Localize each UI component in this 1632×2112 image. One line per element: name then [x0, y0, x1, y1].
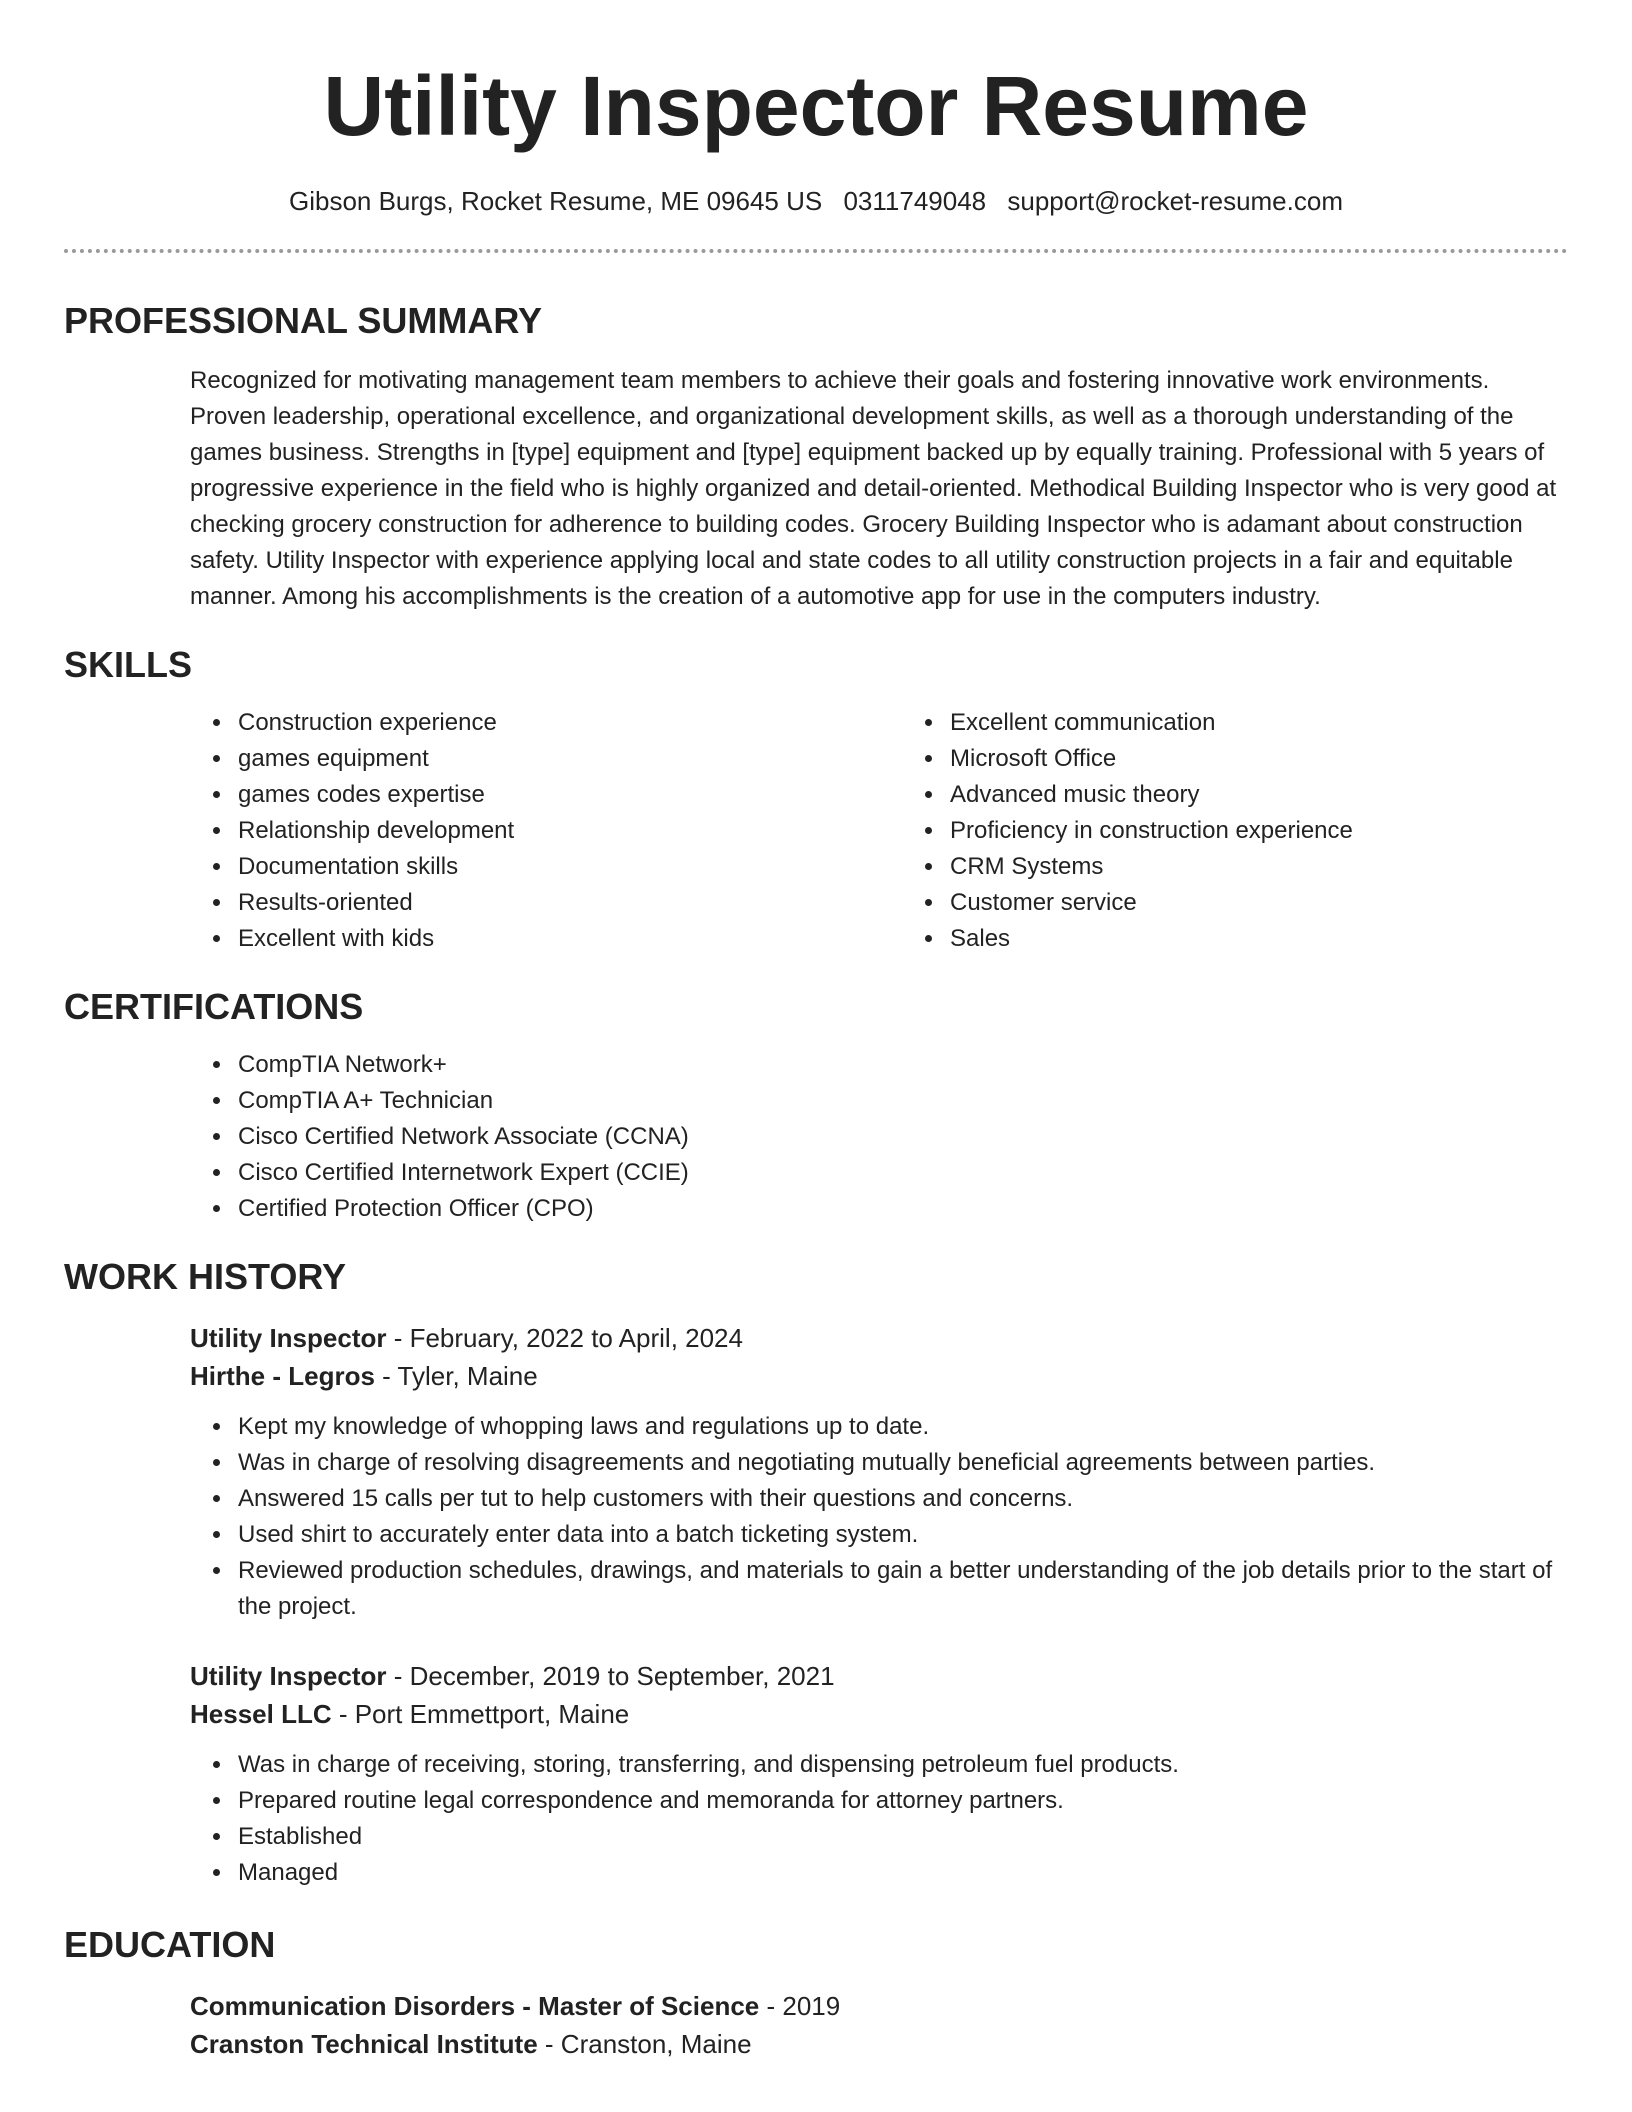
skill-item: • Excellent with kids — [234, 921, 913, 957]
education-degree: Communication Disorders - Master of Science — [190, 1991, 760, 2021]
summary-heading: PROFESSIONAL SUMMARY — [64, 300, 543, 341]
job-bullet: • Reviewed production schedules, drawings, and materials to gain a better understanding of the job details prior to the start of the project. — [234, 1553, 1568, 1625]
skill-item: • Relationship development — [234, 813, 913, 849]
job-bullet: • Prepared routine legal correspondence and memoranda for attorney partners. — [234, 1783, 1568, 1819]
skill-item: • Construction experience — [234, 705, 913, 741]
skill-item: • Proficiency in construction experience — [946, 813, 1568, 849]
summary-text: Recognized for motivating management team members to achieve their goals and fostering innovative work environments. Proven leadership, operational excellence, and organizational development skills, as well as a thorough understanding of the games business. Strengths in [type] equipment and [type] equipment backed up by equally training. Professional with 5 years of progressive experience in the field who is highly organized and detail-oriented. Methodical Building Inspector who is very good at checking grocery construction for adherence to building codes. Grocery Building Inspector who is adamant about construction safety. Utility Inspector with experience applying local and state codes to all utility construction projects in a fair and equitable manner. Among his accomplishments is the creation of a automotive app for use in the computers industry. — [190, 367, 1557, 610]
job-title-line — [190, 1657, 1568, 1695]
job-entry — [64, 1657, 1568, 1891]
job-company-line — [190, 1695, 1568, 1733]
skill-item: • games codes expertise — [234, 777, 913, 813]
job-bullet: • Answered 15 calls per tut to help customers with their questions and concerns. — [234, 1481, 1568, 1517]
certifications-list — [64, 1047, 1568, 1227]
skills-heading: SKILLS — [64, 644, 193, 685]
job-entry — [64, 1319, 1568, 1625]
contact-phone: 0311749048 — [843, 186, 987, 216]
work-history-section — [64, 1255, 1568, 1891]
contact-line — [64, 184, 1568, 218]
education-location: - Cranston, Maine — [537, 2029, 752, 2059]
skills-column-right — [913, 705, 1568, 957]
job-company-line — [190, 1357, 1568, 1395]
skill-item: • games equipment — [234, 741, 913, 777]
certification-item: • Certified Protection Officer (CPO) — [234, 1191, 1568, 1227]
job-location: - Tyler, Maine — [374, 1361, 538, 1391]
skill-item: • Customer service — [946, 885, 1568, 921]
skill-item: • Excellent communication — [946, 705, 1568, 741]
education-section — [64, 1923, 1568, 2063]
job-bullets — [64, 1409, 1568, 1625]
job-location: - Port Emmettport, Maine — [331, 1699, 630, 1729]
job-bullet: • Was in charge of resolving disagreements and negotiating mutually beneficial agreements between parties. — [234, 1445, 1568, 1481]
education-school: Cranston Technical Institute — [190, 2029, 538, 2059]
education-school-line — [190, 2025, 1568, 2063]
contact-email: support@rocket-resume.com — [1007, 186, 1343, 216]
skills-column-left — [64, 705, 913, 957]
skill-item: • Advanced music theory — [946, 777, 1568, 813]
certification-item: • CompTIA Network+ — [234, 1047, 1568, 1083]
job-dates: - December, 2019 to September, 2021 — [386, 1661, 835, 1691]
education-entry — [64, 1987, 1568, 2063]
job-title: Utility Inspector — [190, 1323, 387, 1353]
job-bullet: • Used shirt to accurately enter data into a batch ticketing system. — [234, 1517, 1568, 1553]
skills-section — [64, 643, 1568, 957]
summary-section — [64, 299, 1568, 615]
certifications-section — [64, 985, 1568, 1227]
job-bullet: • Established — [234, 1819, 1568, 1855]
certification-item: • Cisco Certified Network Associate (CCNA) — [234, 1119, 1568, 1155]
job-company: Hirthe - Legros — [190, 1361, 375, 1391]
skill-item: • Microsoft Office — [946, 741, 1568, 777]
contact-address: Gibson Burgs, Rocket Resume, ME 09645 US — [288, 186, 823, 216]
skill-item: • Sales — [946, 921, 1568, 957]
job-title: Utility Inspector — [190, 1661, 387, 1691]
job-title-line — [190, 1319, 1568, 1357]
skill-item: • CRM Systems — [946, 849, 1568, 885]
job-dates: - February, 2022 to April, 2024 — [386, 1323, 743, 1353]
certification-item: • Cisco Certified Internetwork Expert (CCIE) — [234, 1155, 1568, 1191]
skills-grid — [64, 705, 1568, 957]
skill-item: • Results-oriented — [234, 885, 913, 921]
skills-list-right — [913, 705, 1568, 957]
job-bullet: • Was in charge of receiving, storing, transferring, and dispensing petroleum fuel products. — [234, 1747, 1568, 1783]
job-bullets — [64, 1747, 1568, 1891]
education-year: - 2019 — [759, 1991, 841, 2021]
job-bullet: • Managed — [234, 1855, 1568, 1891]
job-company: Hessel LLC — [190, 1699, 332, 1729]
education-degree-line — [190, 1987, 1568, 2025]
job-bullet: • Kept my knowledge of whopping laws and regulations up to date. — [234, 1409, 1568, 1445]
skill-item: • Documentation skills — [234, 849, 913, 885]
education-heading: EDUCATION — [64, 1924, 276, 1965]
work-history-heading: WORK HISTORY — [64, 1256, 347, 1297]
header-divider — [64, 249, 1568, 253]
skills-list-left — [64, 705, 913, 957]
certification-item: • CompTIA A+ Technician — [234, 1083, 1568, 1119]
resume-title: Utility Inspector Resume — [323, 59, 1309, 153]
certifications-heading: CERTIFICATIONS — [64, 986, 364, 1027]
